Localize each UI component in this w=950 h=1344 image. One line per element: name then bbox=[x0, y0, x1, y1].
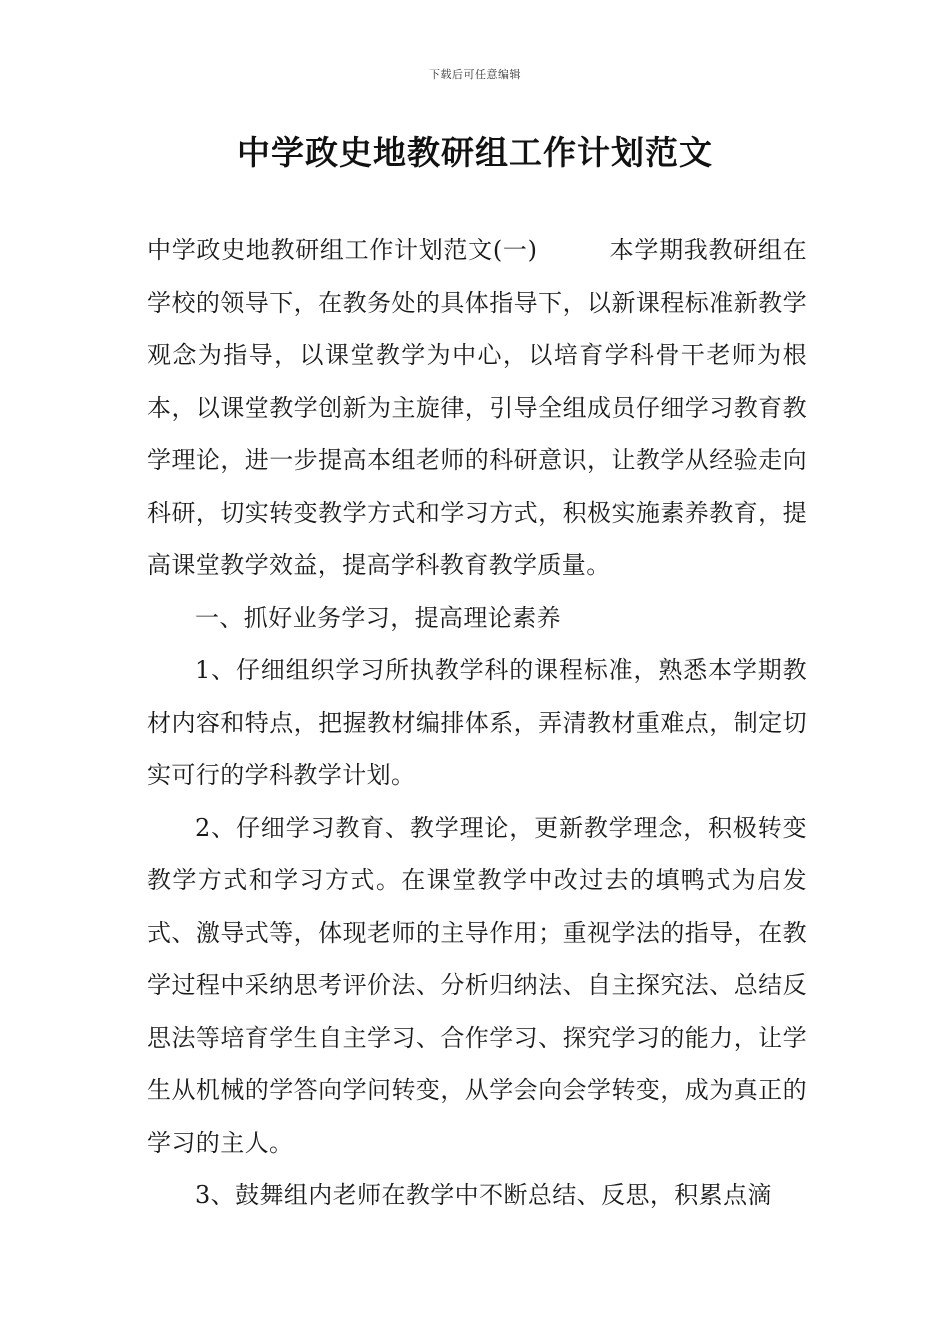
list-item-2: 2、仔细学习教育、教学理论，更新教学理念，积极转变教学方式和学习方式。在课堂教学中改过去的填鸭式为启发式、激导式等，体现老师的主导作用；重视学法的指导，在教学过程中采纳思考评价法、分析归纳法、自主探究法、总结反思法等培育学生自主学习、合作学习、探究学习的能力，让学生从机械的学答向学问转变，从学会向会学转变，成为真正的学习的主人。 bbox=[147, 813, 807, 1157]
header-note: 下载后可任意编辑 bbox=[429, 68, 521, 81]
list-item-3: 3、鼓舞组内老师在教学中不断总结、反思，积累点滴 bbox=[195, 1181, 772, 1209]
intro-text: 本学期我教研组在学校的领导下，在教务处的具体指导下，以新课程标准新教学观念为指导，以课堂教学为中心，以培育学科骨干老师为根本，以课堂教学创新为主旋律，引导全组成员仔细学习教育教学理论，进一步提高本组老师的科研意识，让教学从经验走向科研，切实转变教学方式和学习方式，积极实施素养教育，提高课堂教学效益，提高学科教育教学质量。 bbox=[147, 236, 807, 579]
document-body bbox=[147, 224, 807, 1222]
section-heading: 一、抓好业务学习，提高理论素养 bbox=[195, 603, 561, 632]
list-item-1: 1、仔细组织学习所执教学科的课程标准，熟悉本学期教材内容和特点，把握教材编排体系，弄清教材重难点，制定切实可行的学科教学计划。 bbox=[147, 656, 807, 789]
intro-paragraph bbox=[147, 224, 807, 592]
document-title: 中学政史地教研组工作计划范文 bbox=[237, 133, 713, 172]
intro-label: 中学政史地教研组工作计划范文(一) bbox=[147, 236, 538, 264]
